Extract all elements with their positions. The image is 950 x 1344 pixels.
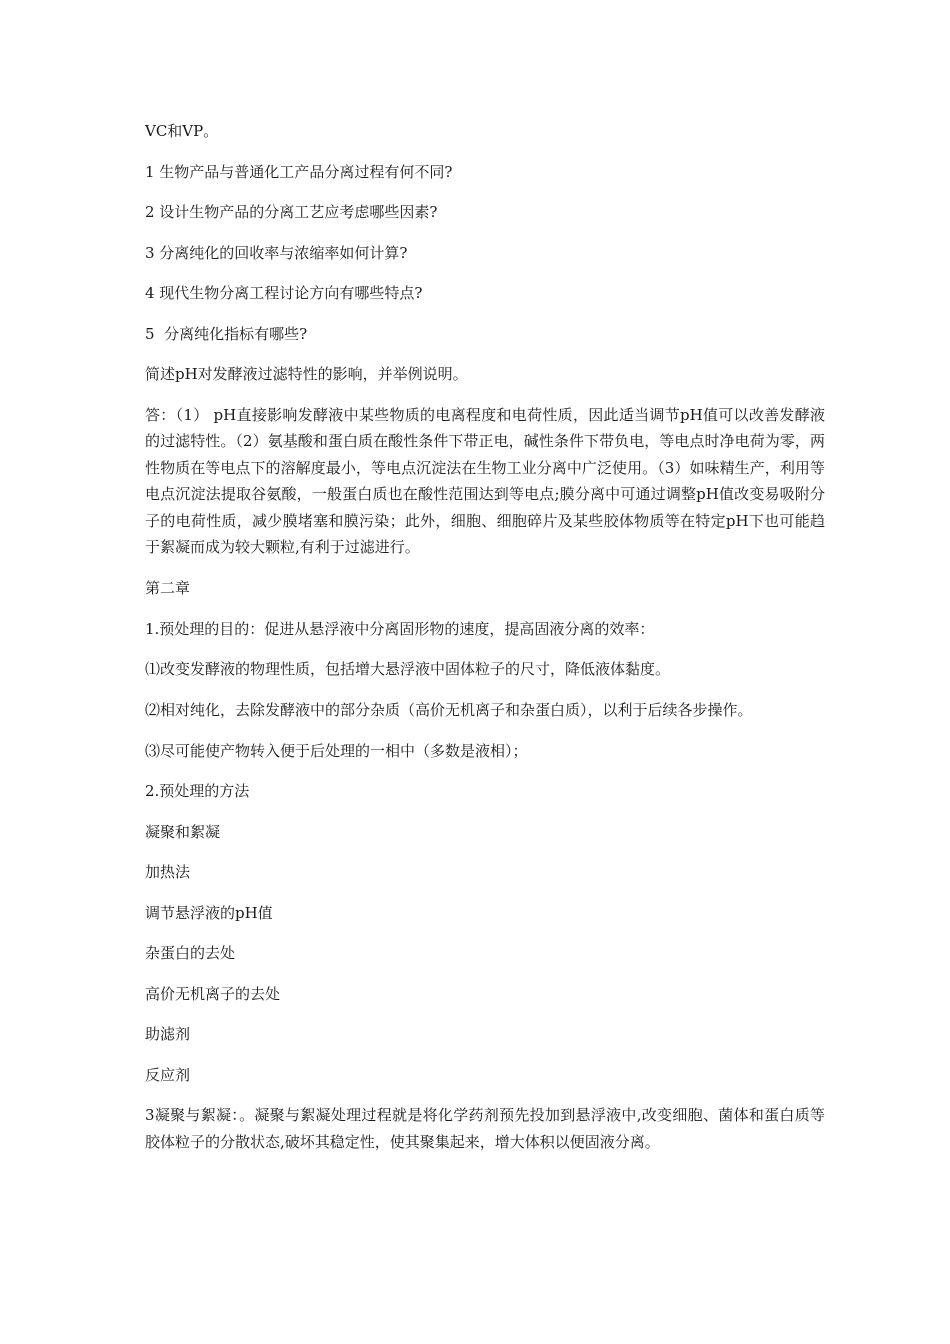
- question-5: 5 分离纯化指标有哪些?: [145, 324, 308, 343]
- question-3: 3 分离纯化的回收率与浓缩率如何计算?: [145, 243, 408, 262]
- purpose-item-1: ⑴改变发酵液的物理性质，包括增大悬浮液中固体粒子的尺寸，降低液体黏度。: [145, 660, 671, 678]
- method-item: 调节悬浮液的pH值: [145, 903, 273, 922]
- question-1: 1 生物产品与普通化工产品分离过程有何不同?: [145, 162, 453, 181]
- document-page: [145, 118, 825, 1170]
- method-item: 高价无机离子的去处: [145, 984, 281, 1003]
- question-4: 4 现代生物分离工程讨论方向有哪些特点?: [145, 284, 423, 302]
- chapter-heading: 第二章: [145, 579, 191, 597]
- method-item: 反应剂: [145, 1065, 191, 1084]
- ph-answer: 答：（1） pH直接影响发酵液中某些物质的电离程度和电荷性质，因此适当调节pH值可以改善发酵液的过滤特性。（2）氨基酸和蛋白质在酸性条件下带正电，碱性条件下带负电，等电点时净电荷为零，两性物质在等电点下的溶解度最小，等电点沉淀法在生物工业分离中广泛使用。（3）如味精生产，利用等电点沉淀法提取谷氨酸，一般蛋白质也在酸性范围达到等电点;膜分离中可通过调整pH值改变易吸附分子的电荷性质，减少膜堵塞和膜污染；此外，细胞、细胞碎片及某些胶体物质等在特定pH下也可能趋于絮凝而成为较大颗粒,有利于过滤进行。: [145, 405, 825, 556]
- question-2: 2 设计生物产品的分离工艺应考虑哪些因素?: [145, 203, 438, 221]
- coagulation-flocculation-text: 3凝聚与絮凝：。凝聚与絮凝处理过程就是将化学药剂预先投加到悬浮液中,改变细胞、菌体和蛋白质等胶体粒子的分散状态,破坏其稳定性，使其聚集起来，增大体积以便固液分离。: [145, 1106, 825, 1151]
- pretreatment-purpose: 1.预处理的目的：促进从悬浮液中分离固形物的速度，提高固液分离的效率：: [145, 619, 655, 638]
- purpose-item-3: ⑶尽可能使产物转入便于后处理的一相中（多数是液相）；: [145, 741, 528, 760]
- method-item: 加热法: [145, 863, 191, 881]
- chapter-intro-text: VC和VP。: [145, 122, 219, 140]
- method-item: 凝聚和絮凝: [145, 822, 221, 841]
- pretreatment-methods-heading: 2.预处理的方法: [145, 782, 250, 800]
- method-item: 杂蛋白的去处: [145, 944, 236, 962]
- ph-question: 简述pH对发酵液过滤特性的影响，并举例说明。: [145, 365, 468, 383]
- purpose-item-2: ⑵相对纯化，去除发酵液中的部分杂质（高价无机离子和杂蛋白质），以利于后续各步操作。: [145, 700, 753, 719]
- method-item: 助滤剂: [145, 1025, 191, 1043]
